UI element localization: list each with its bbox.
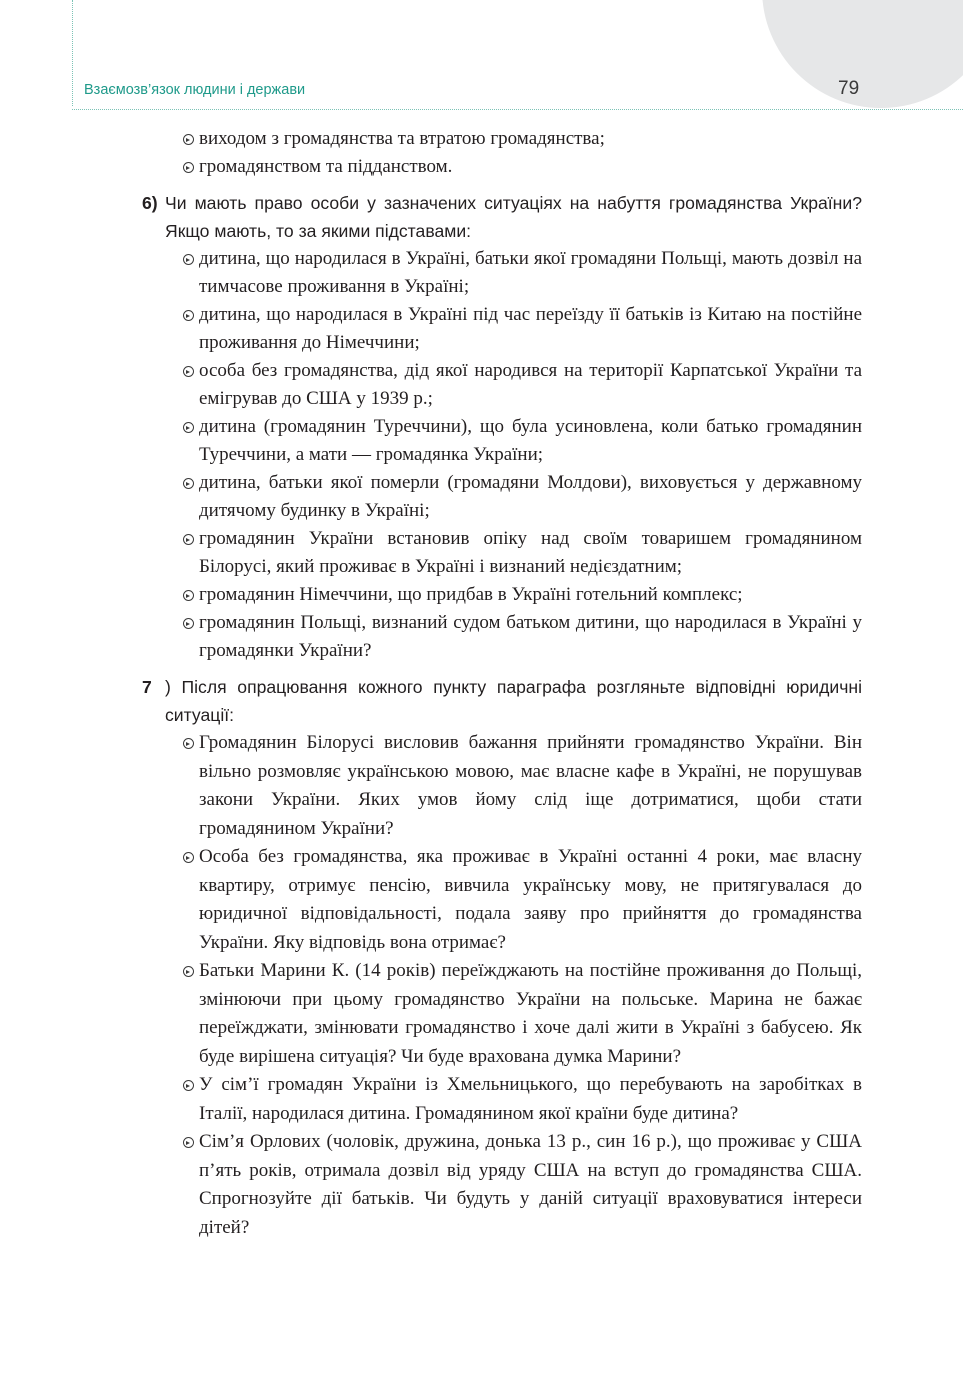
list-item: громадянин України встановив опіку над своїм товаришем громадянином Білорусі, який проживає в Україні і визнаний недієздатним; <box>140 525 862 581</box>
corner-decoration <box>762 0 963 108</box>
bullet-arrow-icon <box>183 852 194 863</box>
list-item: Особа без громадянства, яка проживає в Україні останні 4 роки, має власну квартиру, отримує пенсію, вивчила українську мову, не притягувалася до юридичної відповідальності, подала заяву про прийняття до громадянства України. Яку відповідь вона отримає? <box>140 843 862 957</box>
list-item: дитина, що народилася в Україні, батьки якої громадяни Польщі, мають дозвіл на тимчасове проживання в Україні; <box>140 245 862 301</box>
bullet-arrow-icon <box>183 254 194 265</box>
bullet-arrow-icon <box>183 478 194 489</box>
list-item: громадянин Польщі, визнаний судом батьком дитини, що народилася в Україні у громадянки України? <box>140 609 862 665</box>
list-item: громадянством та підданством. <box>140 153 862 181</box>
list-item: Сім’я Орлових (чоловік, дружина, донька 13 р., син 16 р.), що проживає у США п’ять років, отримала дозвіл від уряду США на вступ до громадянства США. Спрогнозуйте дії батьків. Чи будуть у даній ситуації враховуватися інтереси дітей? <box>140 1128 862 1242</box>
list-item: У сім’ї громадян України із Хмельницького, що перебувають на заробітках в Італії, народилася дитина. Громадянином якої країни буде дитина? <box>140 1071 862 1128</box>
bullet-arrow-icon <box>183 1080 194 1091</box>
bullet-arrow-icon <box>183 422 194 433</box>
list-item: дитина, батьки якої померли (громадяни Молдови), виховується у державному дитячому будинку в Україні; <box>140 469 862 525</box>
list-item: дитина, що народилася в Україні під час переїзду її батьків із Китаю на постійне проживання до Німеччини; <box>140 301 862 357</box>
list-item: виходом з громадянства та втратою громадянства; <box>140 125 862 153</box>
page-content <box>140 125 862 1242</box>
question-number: 6) <box>142 193 158 213</box>
margin-rule-vertical <box>72 0 73 106</box>
running-title: Взаємозв’язок людини і держави <box>84 82 306 98</box>
bullet-arrow-icon <box>183 618 194 629</box>
header-rule <box>72 109 963 110</box>
bullet-arrow-icon <box>183 738 194 749</box>
question-text: ) Після опрацювання кожного пункту параграфа розгляньте відповідні юридичні ситуації: <box>165 677 862 725</box>
bullet-arrow-icon <box>183 310 194 321</box>
bullet-arrow-icon <box>183 162 194 173</box>
bullet-arrow-icon <box>183 534 194 545</box>
list-item: громадянин Німеччини, що придбав в Україні готельний комплекс; <box>140 581 862 609</box>
bullet-arrow-icon <box>183 1137 194 1148</box>
question-7 <box>140 673 862 729</box>
question-number: 7 <box>142 677 152 697</box>
bullet-arrow-icon <box>183 590 194 601</box>
bullet-arrow-icon <box>183 134 194 145</box>
question-text: Чи мають право особи у зазначених ситуаціях на набуття громадянства України? Якщо мають, то за якими підставами: <box>165 193 862 241</box>
question-6 <box>140 189 862 245</box>
bullet-arrow-icon <box>183 366 194 377</box>
list-item: Батьки Марини К. (14 років) переїжджають на постійне проживання до Польщі, змінюючи при цьому громадянство України на польське. Марина не бажає переїжджати, змінювати громадянство і хоче далі жити в Україні з бабусею. Як буде вирішена ситуація? Чи буде врахована думка Марини? <box>140 957 862 1071</box>
bullet-arrow-icon <box>183 966 194 977</box>
page-number: 79 <box>838 78 860 99</box>
list-item: особа без громадянства, дід якої народився на території Карпатської України та емігрував до США у 1939 р.; <box>140 357 862 413</box>
question-7-items <box>140 729 862 1242</box>
list-item: Громадянин Білорусі висловив бажання прийняти громадянство України. Він вільно розмовляє українською мовою, має власне кафе в Україні, не порушував закони України. Яких умов йому слід іще дотриматися, щоби стати громадянином України? <box>140 729 862 843</box>
list-item: дитина (громадянин Туреччини), що була усиновлена, коли батько громадянин Туреччини, а мати — громадянка України; <box>140 413 862 469</box>
